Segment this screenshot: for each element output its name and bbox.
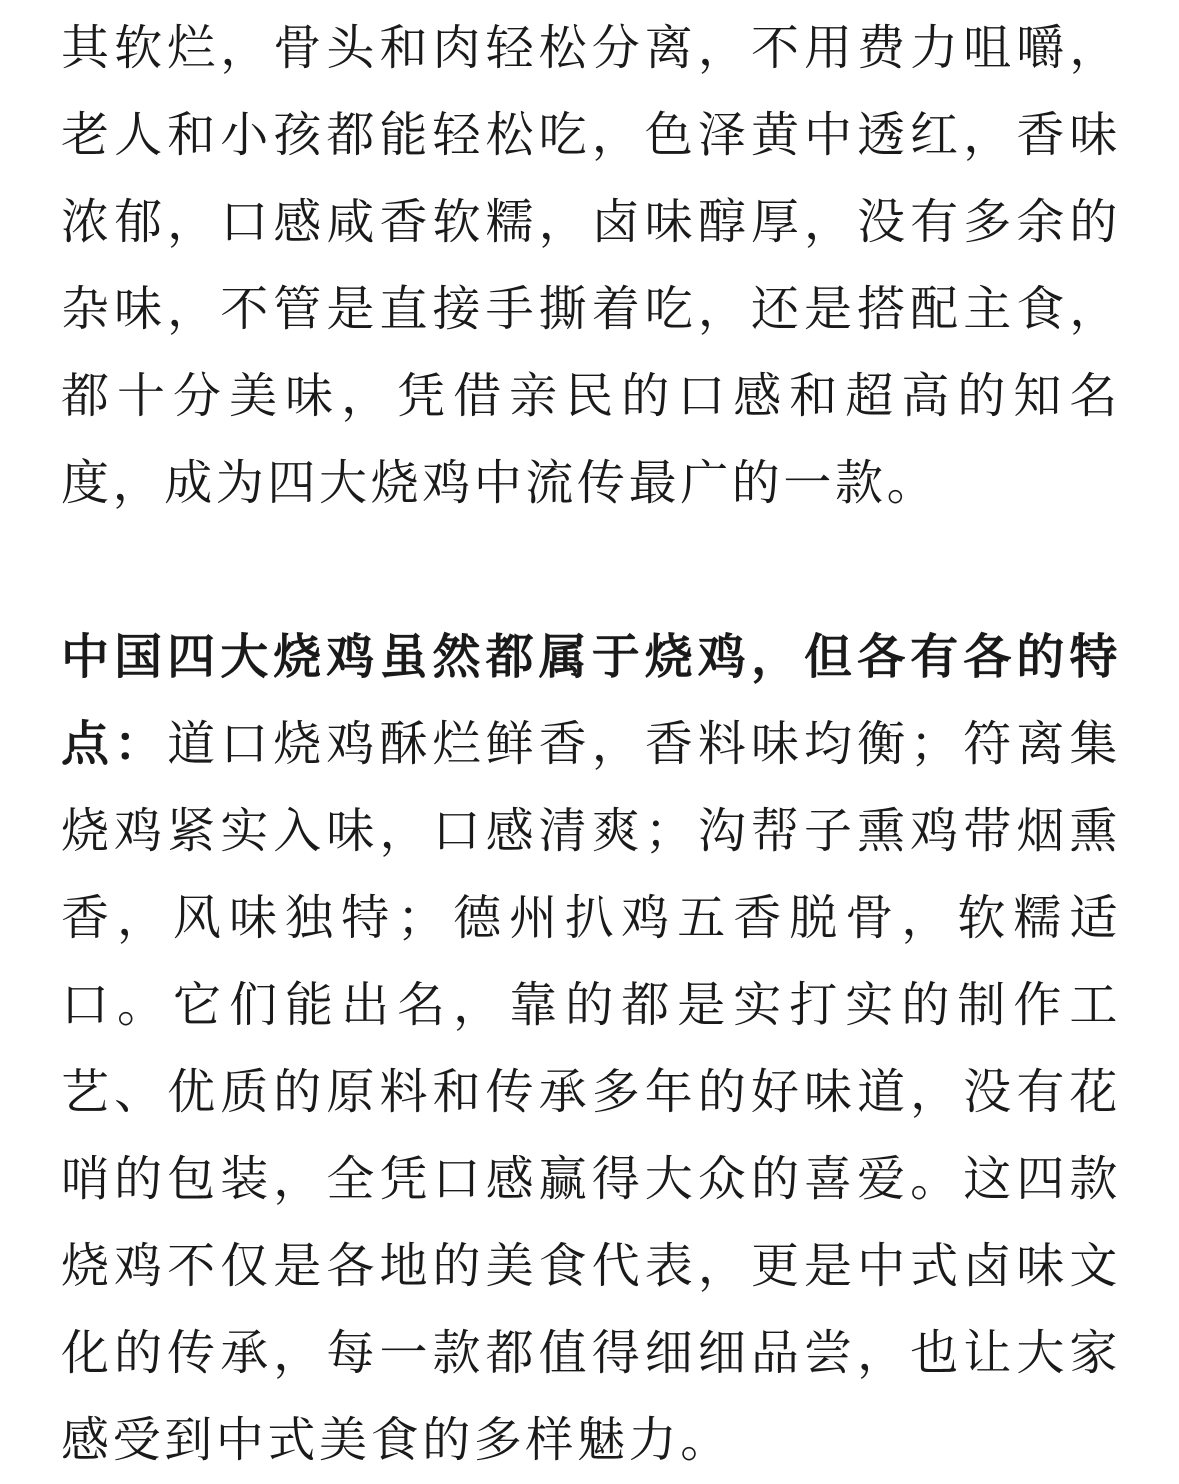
article-body	[61, 5, 1121, 1484]
paragraph-spacer	[61, 527, 1121, 614]
paragraph-description	[61, 5, 1121, 527]
paragraph-text: 道口烧鸡酥烂鲜香，香料味均衡；符离集烧鸡紧实入味，口感清爽；沟帮子熏鸡带烟熏香，风味独特；德州扒鸡五香脱骨，软糯适口。它们能出名，靠的都是实打实的制作工艺、优质的原料和传承多年的好味道，没有花哨的包装，全凭口感赢得大众的喜爱。这四款烧鸡不仅是各地的美食代表，更是中式卤味文化的传承，每一款都值得细细品尝，也让大家感受到中式美食的多样魅力。	[61, 716, 1121, 1468]
paragraph-text: 其软烂，骨头和肉轻松分离，不用费力咀嚼，老人和小孩都能轻松吃，色泽黄中透红，香味浓郁，口感咸香软糯，卤味醇厚，没有多余的杂味，不管是直接手撕着吃，还是搭配主食，都十分美味，凭借亲民的口感和超高的知名度，成为四大烧鸡中流传最广的一款。	[61, 20, 1121, 511]
paragraph-lead-bold: 中国四大烧鸡虽然都属于烧鸡，但各有各的特点：	[61, 629, 1121, 772]
paragraph-summary	[61, 614, 1121, 1484]
